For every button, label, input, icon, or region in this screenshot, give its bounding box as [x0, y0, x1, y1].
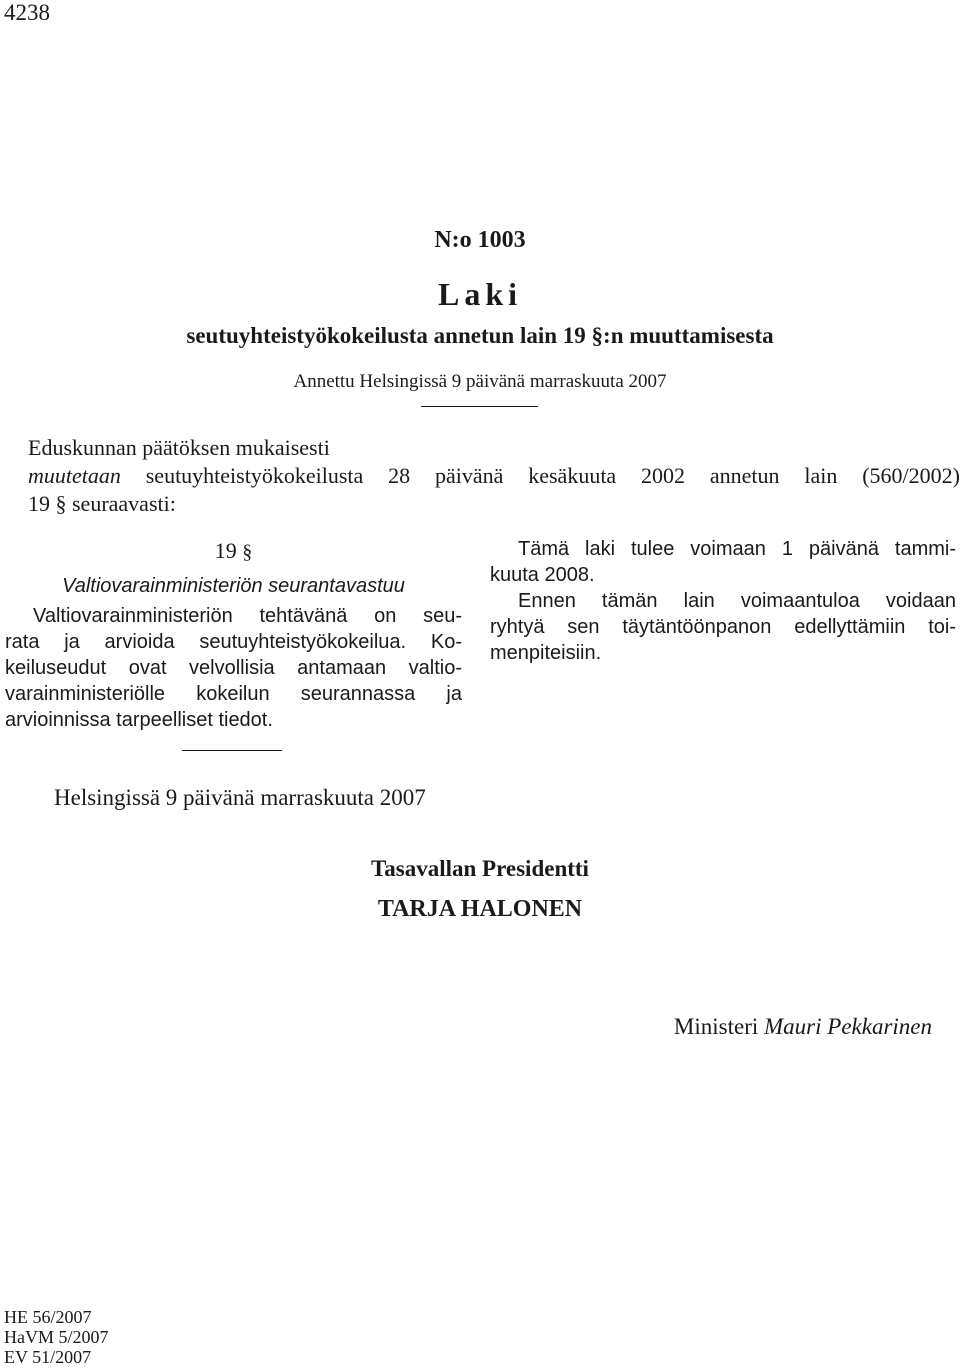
section-body-line: varainministeriölle kokeilun seurannassa ja: [5, 683, 462, 705]
preamble-line-2: [28, 462, 960, 490]
section-heading: [5, 538, 462, 565]
minister-name: Mauri Pekkarinen: [764, 1014, 932, 1039]
section-body-line: arvioinnissa tarpeelliset tiedot.: [5, 709, 273, 731]
section-divider: [182, 750, 282, 751]
president-title: Tasavallan Presidentti: [371, 856, 589, 881]
preamble: [28, 434, 960, 518]
preamble-line-1: Eduskunnan päätöksen mukaisesti: [28, 435, 330, 460]
issued-date-line: Annettu Helsingissä 9 päivänä marraskuuta 2007: [293, 371, 667, 392]
amend-verb: muutetaan: [28, 463, 121, 488]
transition-line: ryhtyä sen täytäntöönpanon edellyttämiin toi-: [490, 616, 956, 638]
place-and-date: Helsingissä 9 päivänä marraskuuta 2007: [54, 785, 426, 810]
entry-into-force-line: Tämä laki tulee voimaan 1 päivänä tammi-: [518, 538, 956, 560]
section-number: 19: [214, 538, 237, 563]
reference-item: HE 56/2007: [4, 1307, 92, 1327]
reference-item: EV 51/2007: [4, 1347, 92, 1367]
title-divider: [421, 406, 538, 407]
legislative-references: [4, 1307, 109, 1367]
right-column: [490, 536, 956, 666]
entry-into-force-line: kuuta 2008.: [490, 564, 595, 586]
preamble-line-3: 19 § seuraavasti:: [28, 491, 176, 516]
page-number: 4238: [4, 0, 50, 25]
reference-item: HaVM 5/2007: [4, 1327, 109, 1347]
minister-signature: [674, 1013, 932, 1041]
transition-line: menpiteisiin.: [490, 642, 602, 664]
law-title: seutuyhteistyökokeilusta annetun lain 19 §:n muuttamisesta: [186, 323, 774, 348]
president-name: TARJA HALONEN: [377, 896, 583, 922]
transition-line: Ennen tämän lain voimaantuloa voidaan: [518, 590, 956, 612]
statute-number: N:o 1003: [434, 227, 526, 253]
section-body-line: Valtiovarainministeriön tehtävänä on seu-: [33, 605, 462, 627]
section-subtitle: Valtiovarainministeriön seurantavastuu: [62, 575, 405, 597]
document-type-heading: Laki: [437, 276, 523, 312]
section-body-line: keiluseudut ovat velvollisia antamaan valtio-: [5, 657, 462, 679]
amend-text: seutuyhteistyökokeilusta 28 päivänä kesäkuuta 2002 annetun lain (560/2002): [120, 463, 960, 488]
section-body-line: rata ja arvioida seutuyhteistyökokeilua. Ko-: [5, 631, 462, 653]
minister-title: Ministeri: [673, 1014, 759, 1039]
section-sign: §: [242, 541, 253, 563]
left-column: [5, 538, 462, 733]
